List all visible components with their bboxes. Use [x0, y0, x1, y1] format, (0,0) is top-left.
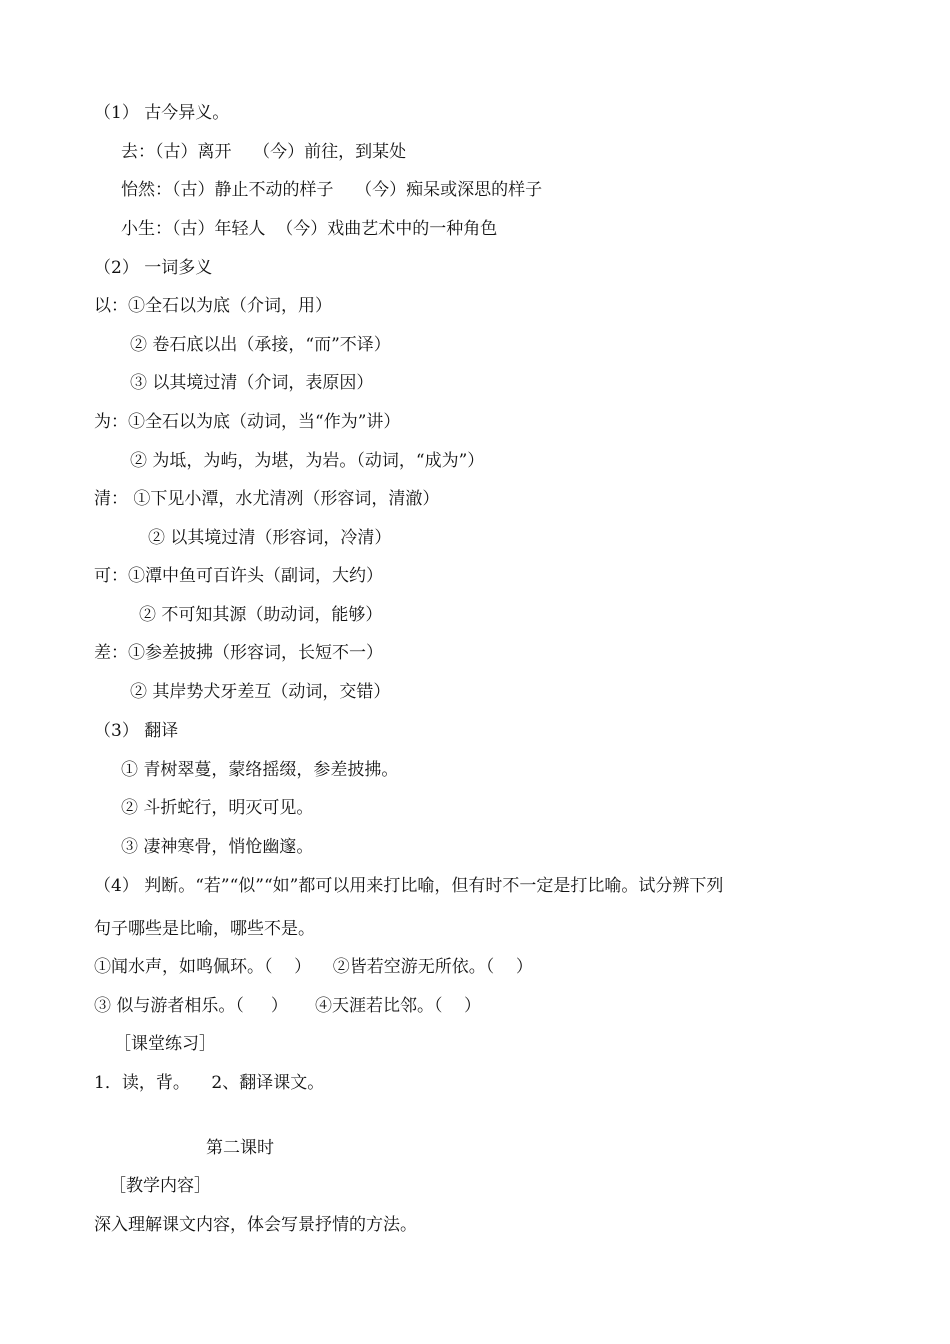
- teaching-content-heading: ［教学内容］: [109, 1176, 211, 1196]
- practice-heading: ［课堂练习］: [114, 1034, 216, 1054]
- polysemy-wei-1: 为：①全石以为底（动词，当“作为”讲）: [94, 412, 401, 432]
- lesson-2-title: 第二课时: [206, 1138, 274, 1158]
- teaching-content-text: 深入理解课文内容，体会写景抒情的方法。: [94, 1215, 417, 1235]
- polysemy-yi-3: ③ 以其境过清（介词，表原因）: [130, 373, 374, 393]
- polysemy-yi-2: ② 卷石底以出（承接，“而”不译）: [130, 335, 391, 355]
- polysemy-ke-2: ② 不可知其源（助动词，能够）: [139, 605, 383, 625]
- section-1-heading: （1） 古今异义。: [94, 103, 230, 123]
- section-4-continued: 句子哪些是比喻，哪些不是。: [94, 919, 315, 939]
- gujin-item-yiran: 怡然：（古）静止不动的样子 （今）痴呆或深思的样子: [121, 180, 543, 200]
- judge-items-1-2: ①闻水声，如鸣佩环。（ ） ②皆若空游无所依。（ ）: [94, 957, 533, 977]
- polysemy-yi-1: 以：①全石以为底（介词，用）: [94, 296, 332, 316]
- section-3-heading: （3） 翻译: [94, 721, 179, 741]
- polysemy-cha-2: ② 其岸势犬牙差互（动词，交错）: [130, 682, 391, 702]
- practice-items: 1．读，背。 2、翻译课文。: [94, 1073, 325, 1093]
- polysemy-ke-1: 可：①潭中鱼可百许头（副词，大约）: [94, 566, 383, 586]
- translate-item-1: ① 青树翠蔓，蒙络摇缀，参差披拂。: [121, 760, 399, 780]
- polysemy-wei-2: ② 为坻，为屿，为堪，为岩。（动词，“成为”）: [130, 451, 485, 471]
- section-2-heading: （2） 一词多义: [94, 258, 213, 278]
- polysemy-qing-1: 清： ①下见小潭，水尤清冽（形容词，清澈）: [94, 489, 440, 509]
- gujin-item-xiaosheng: 小生：（古）年轻人 （今）戏曲艺术中的一种角色: [121, 219, 498, 239]
- translate-item-3: ③ 凄神寒骨，悄怆幽邃。: [121, 837, 314, 857]
- gujin-item-qu: 去：（古）离开 （今）前往，到某处: [121, 142, 407, 162]
- polysemy-cha-1: 差：①参差披拂（形容词，长短不一）: [94, 643, 383, 663]
- section-4-heading: （4） 判断。“若”“似”“如”都可以用来打比喻，但有时不一定是打比喻。试分辨下列: [94, 876, 724, 896]
- translate-item-2: ② 斗折蛇行，明灭可见。: [121, 798, 314, 818]
- judge-items-3-4: ③ 似与游者相乐。（ ） ④天涯若比邻。（ ）: [94, 996, 482, 1016]
- polysemy-qing-2: ② 以其境过清（形容词，冷清）: [148, 528, 392, 548]
